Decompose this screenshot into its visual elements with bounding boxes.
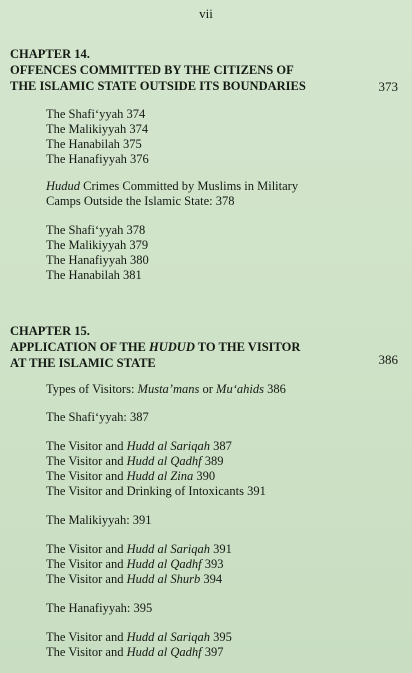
section-shafiyyah: The Shafi‘yyah: 387 bbox=[46, 410, 149, 424]
toc-entry: The Visitor and Hudd al Zina 390 bbox=[46, 469, 216, 483]
chapter-15-number: CHAPTER 15. bbox=[10, 324, 90, 338]
toc-entry: The Visitor and Hudd al Qadhf 397 bbox=[46, 645, 224, 659]
toc-entry-hudud-military-cont: Camps Outside the Islamic State: 378 bbox=[46, 194, 235, 208]
chapter-15-page: 386 bbox=[378, 352, 398, 367]
toc-entry: The Visitor and Hudd al Qadhf 389 bbox=[46, 454, 224, 468]
chapter-15-heading bbox=[10, 323, 400, 371]
toc-entry: The Hanafiyyah 376 bbox=[46, 152, 149, 166]
page-number: vii bbox=[199, 6, 213, 21]
toc-entry: The Malikiyyah 374 bbox=[46, 122, 149, 136]
toc-entry: The Visitor and Drinking of Intoxicants 391 bbox=[46, 484, 266, 498]
chapter-14-page: 373 bbox=[378, 79, 398, 94]
toc-entry: The Shafi‘yyah 374 bbox=[46, 107, 146, 121]
toc-entry: The Malikiyyah 379 bbox=[46, 238, 149, 252]
toc-entry-text: Crimes Committed by Muslims in Military bbox=[80, 179, 299, 193]
term-hudud: Hudud bbox=[46, 179, 81, 193]
toc-entry: The Visitor and Hudd al Sariqah 395 bbox=[46, 630, 232, 644]
chapter-15-title-line1: APPLICATION OF THE HUDUD TO THE VISITOR bbox=[10, 340, 301, 354]
toc-entry: The Hanabilah 375 bbox=[46, 137, 142, 151]
toc-entry: The Hanabilah 381 bbox=[46, 268, 142, 282]
toc-entry-hudud-military bbox=[46, 179, 298, 194]
section-hanafiyyah: The Hanafiyyah: 395 bbox=[46, 601, 153, 615]
toc-entry: The Hanafiyyah 380 bbox=[46, 253, 149, 267]
section-malikiyyah: The Malikiyyah: 391 bbox=[46, 513, 152, 527]
chapter-14-title-line2: THE ISLAMIC STATE OUTSIDE ITS BOUNDARIES bbox=[10, 79, 306, 93]
chapter-14-heading bbox=[10, 46, 400, 94]
toc-entry: The Visitor and Hudd al Sariqah 391 bbox=[46, 542, 232, 556]
toc-entry: The Visitor and Hudd al Qadhf 393 bbox=[46, 557, 224, 571]
toc-entry: The Shafi‘yyah 378 bbox=[46, 223, 146, 237]
chapter-15-title-line2: AT THE ISLAMIC STATE bbox=[10, 356, 156, 370]
toc-entry-types-of-visitors: Types of Visitors: Musta’mans or Mu‘ahids 386 bbox=[46, 382, 286, 396]
toc-entry: The Visitor and Hudd al Shurb 394 bbox=[46, 572, 223, 586]
chapter-14-number: CHAPTER 14. bbox=[10, 47, 90, 61]
chapter-14-title-line1: OFFENCES COMMITTED BY THE CITIZENS OF bbox=[10, 63, 294, 77]
toc-entry: The Visitor and Hudd al Sariqah 387 bbox=[46, 439, 232, 453]
